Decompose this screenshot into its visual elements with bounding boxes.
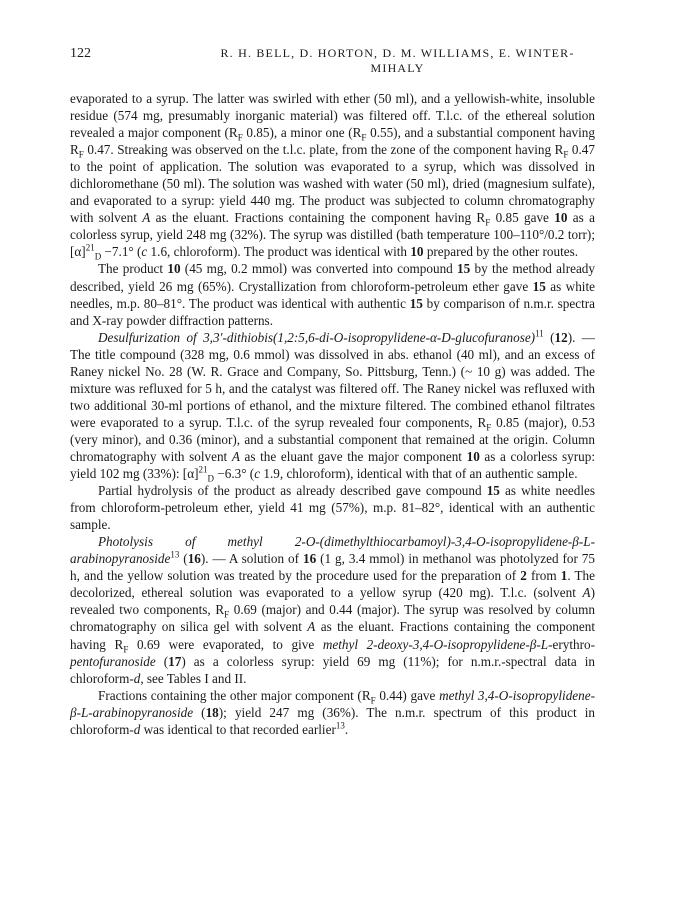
text-segment: methyl 3,4-O-isopropylidene-β-L-arabinopyranoside [70,687,595,720]
text-segment: by the method already described, yield 26 mg (65%). Crystallization from chloroform-petroleum ether gave [70,261,595,294]
text-segment: as the eluant gave the major component [239,448,467,464]
running-head: R. H. BELL, D. HORTON, D. M. WILLIAMS, E. WINTER-MIHALY [220,46,575,75]
text-segment: as the eluant. Fractions containing the component having R [70,619,595,652]
text-segment: 0.69 were evaporated, to give [128,636,323,652]
text-segment: 0.69 (major) and 0.44 (major). The syrup was resolved by column chromatography on silica gel with solvent [70,602,596,635]
text-segment: ( [179,551,188,567]
text-segment: 13 [170,549,180,560]
text-segment: d [133,721,141,737]
body-text [70,90,595,738]
text-segment: (45 mg, 0.2 mmol) was converted into compound [180,261,458,277]
text-segment: as a colorless syrup, yield 248 mg (32%). The syrup was distilled (bath temperature 100–110°/0.2 torr); [α] [70,210,595,260]
text-segment: 12 [554,329,568,345]
paragraph [70,260,595,328]
text-segment: 15 [409,295,423,311]
text-segment: F [563,149,569,160]
text-segment: Desulfurization of 3,3′-dithiobis(1,2:5,6-di-O-isopropylidene-α-D-glucofuranose) [98,329,536,345]
text-segment: 10 [466,448,480,464]
text-segment: Partial hydrolysis of the product as already described gave compound [98,483,487,499]
text-segment: 18 [205,704,219,720]
text-segment: by comparison of n.m.r. spectra and X-ray powder diffraction patterns. [70,295,595,328]
paragraph [70,687,595,738]
text-segment: -pentofuranoside [70,636,595,669]
text-segment: c [141,244,148,260]
text-segment: F [78,149,84,160]
text-segment: F [485,217,491,228]
text-segment: 0.85), a minor one (R [242,125,362,141]
text-segment: . The decolorized, ethereal solution was evaporated to a yellow syrup (420 mg). T.l.c. (solvent [70,568,596,601]
text-segment: F [237,132,243,143]
text-segment: was identical to that recorded earlier [140,721,336,737]
text-segment: 0.47. Streaking was observed on the t.l.c. plate, from the zone of the component having R [83,142,564,158]
text-segment: F [486,422,492,433]
text-segment: A [231,448,240,464]
text-segment: 15 [486,483,500,499]
text-segment: A [142,210,151,226]
text-segment: Photolysis of methyl 2-O-(dimethylthiocarbamoyl)-3,4-O-isopropylidene-β-L-arabinopyranoside [70,534,595,567]
text-segment: methyl 2-deoxy-3,4-O-isopropylidene-β-L- [322,636,553,652]
text-segment: A [582,585,591,601]
text-segment: 13 [335,720,345,731]
text-segment: as the eluant. Fractions containing the component having R [150,210,486,226]
page-header [70,46,595,75]
text-segment: 11 [535,328,544,339]
text-segment: 1.6, chloroform). The product was identical with [147,244,411,260]
text-segment: 21 [85,243,95,254]
text-segment: 1.9, chloroform), identical with that of an authentic sample. [260,466,578,482]
paragraph [70,90,595,263]
text-segment: (1 g, 3.4 mmol) in methanol was photolyzed for 75 h, and the yellow solution was treated by the procedure used for the preparation of [70,551,595,584]
text-segment: D [207,473,215,484]
text-segment: The product [98,261,168,277]
text-segment: evaporated to a syrup. The latter was swirled with ether (50 ml), and a yellowish-white, insoluble residue (574 mg, presumably inorganic material) was filtered off. T.l.c. of the ethereal solution revealed a major component (R [70,91,595,141]
text-segment: ( [193,704,206,720]
text-segment: A [307,619,316,635]
text-segment: 10 [410,244,424,260]
text-segment: d [133,670,141,686]
text-segment: 15 [457,261,471,277]
text-segment: as a colorless syrup: yield 102 mg (33%): [α] [70,448,595,482]
text-segment: 21 [198,464,208,475]
text-segment: Fractions containing the other major component (R [98,687,371,703]
text-segment: ). — A solution of [200,551,303,567]
text-segment: −6.3° ( [214,466,255,482]
text-segment: 10 [554,210,568,226]
text-segment: ( [155,653,169,669]
text-segment: 1 [560,568,568,584]
text-segment: ) as a colorless syrup: yield 69 mg (11%); for n.m.r.-spectral data in chloroform- [70,653,595,686]
text-segment: ( [543,329,555,345]
text-segment: erythro [552,636,591,652]
text-segment: 0.85 (major), 0.53 (very minor), and 0.36 (minor), and a substantial component that remained at the origin. Column chromatography with solvent [70,414,595,464]
text-segment: ). — The title compound (328 mg, 0.6 mmol) was dissolved in abs. ethanol (40 ml), and an excess of Raney nickel No. 28 (W. R. Grace and Company, So. Pittsburg, Tenn.) (~ 10 g) was added. The mixture was refluxed for 5 h, and the catalyst was filtered off. The Raney nickel was refluxed with two additional 30-ml portions of ethanol, and the mixture filtered. The combined ethanol filtrates were evaporated to a syrup. T.l.c. of the syrup revealed four components, R [70,329,595,430]
paragraph [70,533,595,686]
text-segment: 10 [167,261,181,277]
text-segment: F [370,695,376,706]
page-number: 122 [70,46,91,61]
text-segment: 0.44) gave [375,687,440,703]
text-segment: F [123,644,129,655]
text-segment: 0.85 gave [490,210,555,226]
text-segment: as white needles from chloroform-petroleum ether, yield 41 mg (57%), m.p. 81–82°, identical with an authentic sample. [70,483,596,533]
text-segment: as white needles, m.p. 80–81°. The product was identical with authentic [70,278,595,311]
text-segment: ) revealed two components, R [70,585,595,618]
text-segment: 17 [168,653,182,669]
text-segment: 16 [302,551,317,567]
text-segment: 0.47 to the point of application. The solution was evaporated to a syrup, which was dissolved in dichloromethane (50 ml). The solution was washed with water (50 ml), dried (magnesium sulfate), and evaporated to a syrup: yield 440 mg. The product was subjected to column chromatography with solvent [70,142,595,226]
text-segment: from [526,568,561,584]
text-segment: c [254,466,261,482]
text-segment: 0.55), and a substantial component having R [70,125,595,158]
paragraph [70,329,595,482]
text-segment: , see Tables I and II. [140,670,247,686]
text-segment: D [94,252,102,263]
text-segment: . [344,721,349,737]
text-segment: prepared by the other routes. [423,244,579,260]
text-segment: 16 [187,551,201,567]
text-segment: 15 [532,278,546,294]
text-segment: ); yield 247 mg (36%). The n.m.r. spectrum of this product in chloroform- [70,704,595,737]
paragraph [70,482,595,533]
text-segment: F [224,610,230,621]
text-segment: 2 [520,568,527,584]
text-segment: F [361,132,367,143]
text-segment: −7.1° ( [101,244,142,260]
